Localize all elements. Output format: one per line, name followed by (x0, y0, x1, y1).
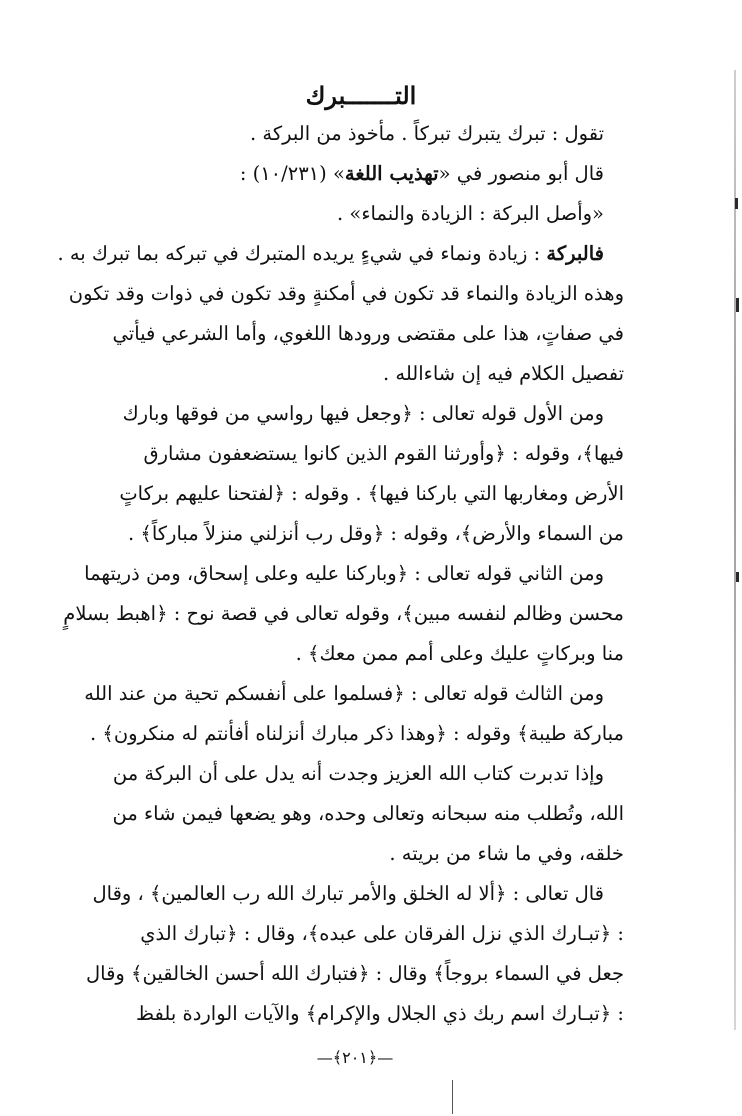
text-line: جعل في السماء بروجاً﴾ وقال : ﴿فتبارك الله أحسن الخالقين﴾ وقال (86, 962, 624, 985)
paragraph (63, 554, 624, 674)
text-line: ومن الأول قوله تعالى : ﴿وجعل فيها رواسي من فوقها وبارك (122, 402, 604, 425)
text-line: قال تعالى : ﴿ألا له الخلق والأمر تبارك الله رب العالمين﴾ ، وقال (92, 882, 604, 905)
page-edge-line (734, 70, 736, 1030)
text-line: خلقه، وفي ما شاء من بريته . (389, 842, 624, 865)
text-line: وإذا تدبرت كتاب الله العزيز وجدت أنه يدل على أن البركة من (112, 762, 604, 785)
defined-term: فالبركة (546, 242, 604, 265)
book-title: تهذيب اللغة (344, 162, 439, 185)
chapter-title (0, 80, 742, 112)
body-text (57, 114, 624, 1034)
text-line: : ﴿تبـارك الذي نزل الفرقان على عبده﴾، وقال : ﴿تبارك الذي (140, 922, 624, 945)
page-footer (0, 1046, 742, 1070)
text-line: قال أبو منصور في «تهذيب اللغة» (١٠/٢٣١) : (239, 162, 604, 185)
binding-mark (452, 1080, 453, 1114)
text-line: محسن وظالم لنفسه مبين﴾، وقوله تعالى في قصة نوح : ﴿اهبط بسلامٍ (63, 602, 624, 625)
scan-speck (735, 198, 738, 209)
text-line: الله، وتُطلب منه سبحانه وتعالى وحده، وهو يضعها فيمن شاء من (112, 802, 624, 825)
chapter-title-text: التـــــــبرك (305, 81, 417, 110)
paragraph (68, 274, 624, 394)
text-line: من السماء والأرض﴾، وقوله : ﴿وقل رب أنزلني منزلاً مباركاً﴾ . (128, 522, 624, 545)
text-line: في صفاتٍ، هذا على مقتضى ورودها اللغوي، وأما الشرعي فيأتي (112, 322, 624, 345)
text-line: تقول : تبرك يتبرك تبركاً . مأخوذ من البركة . (250, 122, 604, 145)
text-line: مباركة طيبة﴾ وقوله : ﴿وهذا ذكر مبارك أنزلناه أفأنتم له منكرون﴾ . (90, 722, 624, 745)
text-line: : ﴿تبـارك اسم ربك ذي الجلال والإكرام﴾ والآيات الواردة بلفظ (136, 1002, 624, 1025)
text-line: منا وبركاتٍ عليك وعلى أمم ممن معك﴾ . (295, 642, 624, 665)
page-number: —﴿٢٠١﴾— (316, 1048, 394, 1067)
paragraph (57, 234, 624, 274)
scan-speck (736, 572, 739, 582)
paragraph (86, 874, 624, 1034)
paragraph (84, 674, 624, 754)
text-line: «وأصل البركة : الزيادة والنماء» . (337, 202, 604, 225)
paragraph (118, 194, 624, 234)
paragraph (118, 394, 624, 554)
text-line: ومن الثالث قوله تعالى : ﴿فسلموا على أنفسكم تحية من عند الله (84, 682, 604, 705)
text-line: ومن الثاني قوله تعالى : ﴿وباركنا عليه وعلى إسحاق، ومن ذريتهما (84, 562, 604, 585)
text-line: فالبركة : زيادة ونماء في شيءٍ يريده المتبرك في تبركه بما تبرك به . (57, 242, 604, 265)
scan-speck (736, 298, 739, 312)
paragraph (118, 154, 624, 194)
text-line: فيها﴾، وقوله : ﴿وأورثنا القوم الذين كانوا يستضعفون مشارق (143, 442, 624, 465)
text-line: الأرض ومغاربها التي باركنا فيها﴾ . وقوله : ﴿لفتحنا عليهم بركاتٍ (119, 482, 624, 505)
paragraph (112, 754, 624, 874)
paragraph (118, 114, 624, 154)
text-line: تفصيل الكلام فيه إن شاءالله . (383, 362, 624, 385)
text-line: وهذه الزيادة والنماء قد تكون في أمكنةٍ وقد تكون في ذوات وقد تكون (68, 282, 624, 305)
